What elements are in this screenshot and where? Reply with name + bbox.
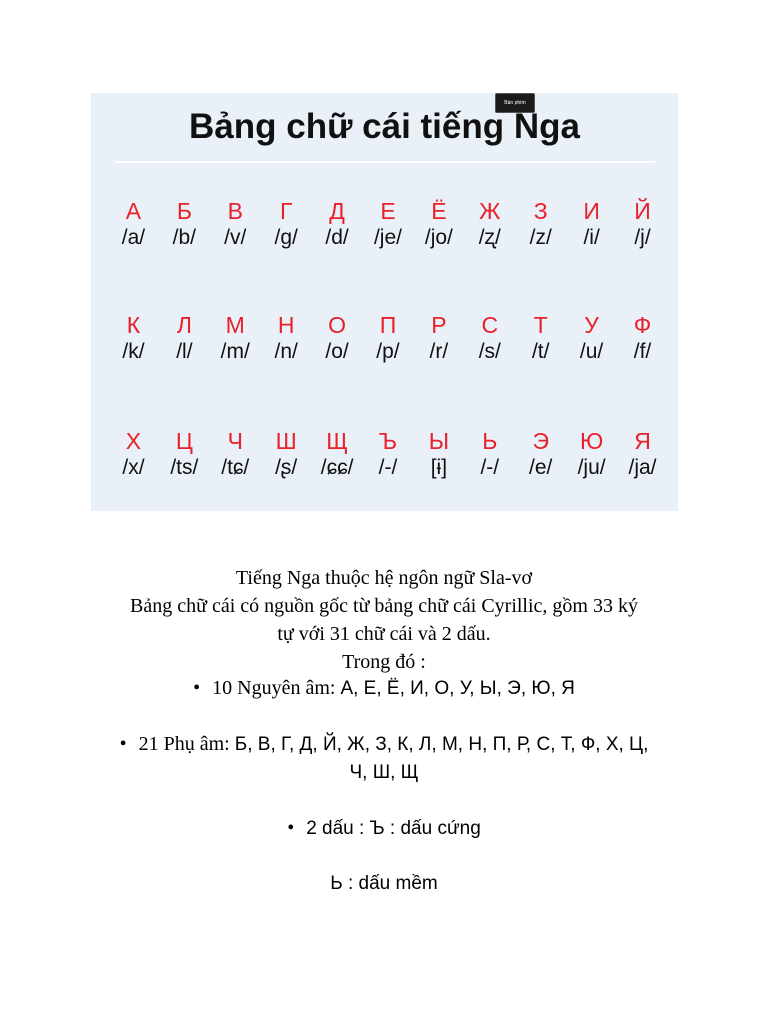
letter-pronunciation: /z/	[529, 226, 552, 249]
soft-sign-item	[0, 871, 768, 896]
letter-cell	[210, 197, 261, 251]
letter-pronunciation: /g/	[274, 226, 298, 249]
cyrillic-letter: Ш	[275, 428, 297, 454]
vowels-label: 10 Nguyên âm:	[212, 677, 341, 699]
cyrillic-letter: Х	[125, 428, 142, 454]
bullet: •	[287, 817, 295, 839]
letter-cell	[617, 197, 668, 251]
cyrillic-letter: З	[533, 198, 548, 224]
cyrillic-letter: Ж	[479, 198, 501, 224]
signs-item	[0, 816, 768, 841]
vowels-list: А, Е, Ё, И, О, У, Ы, Э, Ю, Я	[340, 678, 575, 699]
letter-pronunciation: /v/	[224, 226, 247, 249]
letter-cell	[413, 427, 464, 481]
letter-pronunciation: /-/	[378, 456, 398, 479]
consonants-item	[0, 732, 768, 757]
letter-cell	[363, 427, 414, 481]
intro-line-4: Trong đó :	[342, 651, 426, 673]
letter-pronunciation: /k/	[122, 340, 145, 363]
letter-pronunciation: /tɕ/	[221, 456, 250, 479]
letter-pronunciation: /ts/	[170, 456, 199, 479]
letter-pronunciation: /t/	[531, 340, 550, 363]
letter-pronunciation: /i/	[583, 226, 600, 249]
letter-cell	[363, 197, 414, 251]
letter-cell	[617, 311, 668, 365]
consonants-list-2: Ч, Ш, Щ	[349, 762, 419, 783]
letter-row	[108, 427, 668, 481]
letter-cell	[515, 197, 566, 251]
consonants-item-cont	[0, 760, 768, 785]
letter-pronunciation: /m/	[220, 340, 250, 363]
letter-cell	[108, 427, 159, 481]
cyrillic-letter: Ю	[579, 428, 604, 454]
letter-pronunciation: /u/	[579, 340, 604, 363]
bullet: •	[193, 677, 201, 699]
cyrillic-letter: Р	[431, 312, 447, 338]
letter-cell	[261, 427, 312, 481]
cyrillic-letter: Д	[329, 198, 345, 224]
letter-cell	[464, 427, 515, 481]
letter-cell	[312, 311, 363, 365]
letter-row	[108, 197, 668, 251]
cyrillic-letter: Щ	[326, 428, 348, 454]
letter-pronunciation: /n/	[274, 340, 298, 363]
letter-pronunciation: /x/	[122, 456, 145, 479]
cyrillic-letter: Ц	[175, 428, 193, 454]
divider	[115, 161, 655, 163]
letter-cell	[464, 311, 515, 365]
letter-pronunciation: /a/	[121, 226, 146, 249]
cyrillic-letter: Г	[279, 198, 293, 224]
cyrillic-letter: Ф	[633, 312, 652, 338]
letter-pronunciation: /r/	[429, 340, 449, 363]
letter-cell	[515, 311, 566, 365]
cyrillic-letter: Ъ	[378, 428, 398, 454]
letter-cell	[413, 197, 464, 251]
soft-sign-line: Ь : dấu mềm	[330, 873, 438, 894]
cyrillic-letter: М	[225, 312, 245, 338]
cyrillic-letter: У	[584, 312, 599, 338]
letter-cell	[566, 427, 617, 481]
consonants-label: 21 Phụ âm:	[138, 733, 235, 755]
letter-cell	[159, 311, 210, 365]
cyrillic-letter: Й	[634, 198, 651, 224]
letter-pronunciation: /f/	[633, 340, 652, 363]
letter-cell	[515, 427, 566, 481]
cyrillic-letter: Т	[533, 312, 548, 338]
letter-pronunciation: /s/	[478, 340, 501, 363]
letter-pronunciation: /b/	[172, 226, 197, 249]
consonants-list-1: Б, В, Г, Д, Й, Ж, З, К, Л, М, Н, П, Р, С, Т, Ф, Х, Ц,	[234, 734, 649, 755]
cyrillic-letter: Б	[176, 198, 192, 224]
cyrillic-letter: Ь	[482, 428, 498, 454]
cyrillic-letter: Э	[532, 428, 549, 454]
alphabet-image	[91, 93, 678, 511]
letter-cell	[159, 197, 210, 251]
intro-line-1: Tiếng Nga thuộc hệ ngôn ngữ Sla-vơ	[235, 567, 533, 589]
letter-cell	[108, 311, 159, 365]
letter-cell	[108, 197, 159, 251]
letter-row	[108, 311, 668, 365]
letter-cell	[312, 427, 363, 481]
letter-pronunciation: /ʂ/	[275, 456, 298, 479]
cyrillic-letter: Ё	[431, 198, 447, 224]
cyrillic-letter: Л	[176, 312, 192, 338]
cyrillic-letter: П	[379, 312, 397, 338]
letter-pronunciation: [ɨ]	[430, 456, 448, 479]
letter-pronunciation: /-/	[480, 456, 500, 479]
letter-pronunciation: /ɕɕ/	[320, 456, 354, 479]
cyrillic-letter: Е	[380, 198, 396, 224]
intro-line-2: Bảng chữ cái có nguồn gốc từ bảng chữ cái Cyrillic, gồm 33 ký	[130, 595, 638, 617]
letter-cell	[261, 197, 312, 251]
cyrillic-letter: Н	[277, 312, 295, 338]
vowels-item	[0, 676, 768, 701]
cyrillic-letter: Я	[634, 428, 651, 454]
letter-cell	[413, 311, 464, 365]
letter-pronunciation: /j/	[634, 226, 651, 249]
cyrillic-letter: А	[125, 198, 142, 224]
letter-cell	[159, 427, 210, 481]
letter-pronunciation: /ʐ/	[478, 226, 501, 249]
intro-line-3: tự với 31 chữ cái và 2 dấu.	[277, 623, 491, 645]
hard-sign-line: 2 dấu : Ъ : dấu cứng	[306, 818, 481, 839]
cyrillic-letter: В	[227, 198, 243, 224]
letter-pronunciation: /ja/	[628, 456, 657, 479]
cyrillic-letter: И	[583, 198, 600, 224]
letter-cell	[363, 311, 414, 365]
cyrillic-letter: Ч	[227, 428, 243, 454]
letter-cell	[210, 311, 261, 365]
letter-pronunciation: /ju/	[577, 456, 606, 479]
keyboard-tooltip: Bàn phím	[495, 93, 535, 113]
letter-cell	[210, 427, 261, 481]
cyrillic-letter: О	[328, 312, 347, 338]
letter-cell	[566, 311, 617, 365]
cyrillic-letter: Ы	[428, 428, 450, 454]
letter-cell	[464, 197, 515, 251]
alphabet-title: Bảng chữ cái tiếng Nga	[189, 107, 580, 146]
letter-cell	[566, 197, 617, 251]
letter-pronunciation: /e/	[529, 456, 553, 479]
letter-pronunciation: /l/	[176, 340, 193, 363]
letter-pronunciation: /o/	[325, 340, 349, 363]
letter-pronunciation: /jo/	[424, 226, 453, 249]
letter-cell	[261, 311, 312, 365]
letter-pronunciation: /je/	[373, 226, 402, 249]
cyrillic-letter: С	[481, 312, 499, 338]
letter-pronunciation: /p/	[376, 340, 400, 363]
letter-cell	[312, 197, 363, 251]
letter-cell	[617, 427, 668, 481]
bullet: •	[119, 733, 127, 755]
letter-pronunciation: /d/	[325, 226, 349, 249]
cyrillic-letter: К	[126, 312, 141, 338]
